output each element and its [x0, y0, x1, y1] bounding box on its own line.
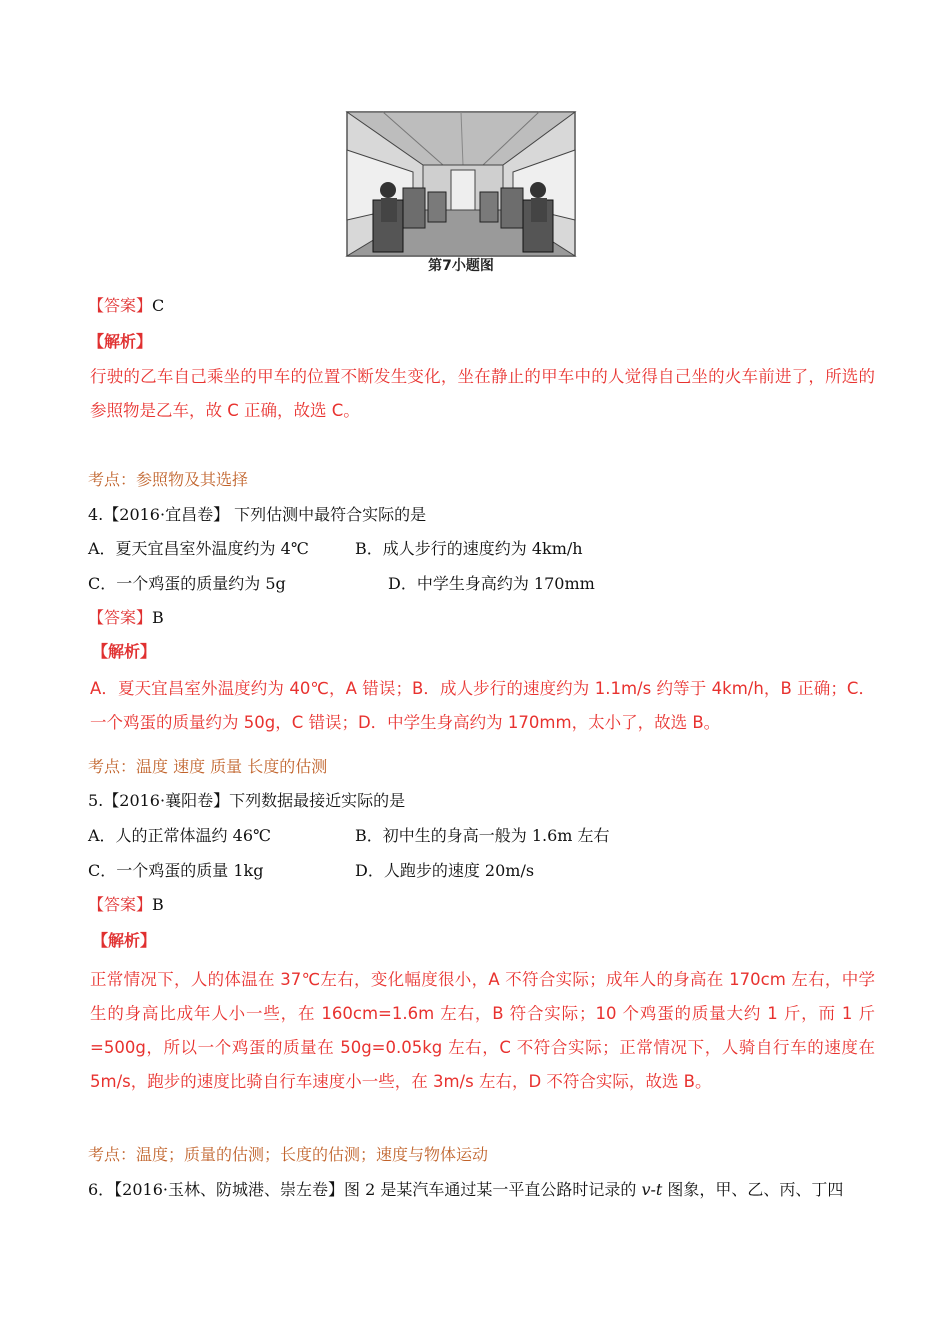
q6-stem-prefix: 6．【2016·玉林、防城港、崇左卷】图 2 是某汽车通过某一平直公路时记录的: [88, 1180, 642, 1199]
q4-option-a: A．夏天宜昌室外温度约为 4℃: [88, 539, 309, 558]
q5-stem: 5.【2016·襄阳卷】下列数据最接近实际的是: [88, 791, 406, 810]
q5-topic: 考点：温度；质量的估测；长度的估测；速度与物体运动: [88, 1145, 489, 1164]
q3-topic: 考点：参照物及其选择: [88, 470, 249, 489]
train-interior-figure: [343, 110, 579, 275]
answer-value: B: [152, 895, 164, 914]
q3-analysis-tag-line: [88, 332, 152, 352]
q5-answer-line: [88, 895, 164, 915]
q4-topic: 考点：温度 速度 质量 长度的估测: [88, 757, 328, 776]
train-interior-illustration: [343, 110, 579, 260]
answer-value: B: [152, 608, 164, 627]
q5-option-b: B．初中生的身高一般为 1.6m 左右: [355, 826, 610, 845]
figure-caption: 第7小题图: [428, 258, 494, 274]
q4-analysis-text: A．夏天宜昌室外温度约为 40℃，A 错误；B．成人步行的速度约为 1.1m/s 约等于 4km/h，B 正确；C．一个鸡蛋的质量约为 50g，C 错误；D．中学生身高约为 170mm，太小了，故选 B。: [90, 679, 875, 732]
q4-option-b: B．成人步行的速度约为 4km/h: [355, 539, 583, 558]
q5-option-a: A．人的正常体温约 46℃: [88, 826, 271, 845]
analysis-tag: 【解析】: [92, 931, 157, 950]
analysis-tag: 【解析】: [88, 332, 153, 351]
q6-stem-vt: v-t: [641, 1180, 663, 1199]
q4-analysis-tag-line: [92, 642, 156, 662]
q4-stem: 4.【2016·宜昌卷】 下列估测中最符合实际的是: [88, 505, 427, 524]
q6-stem-suffix: 图象，甲、乙、丙、丁四: [662, 1180, 844, 1199]
q4-option-c: C．一个鸡蛋的质量约为 5g: [88, 574, 286, 593]
q4-answer-line: [88, 608, 164, 628]
answer-tag: 【答案】: [88, 296, 153, 315]
q5-analysis-tag-line: [92, 931, 156, 951]
analysis-tag: 【解析】: [92, 642, 157, 661]
q3-answer-line: [88, 296, 164, 316]
answer-tag: 【答案】: [88, 608, 153, 627]
q4-option-d: D．中学生身高约为 170mm: [388, 574, 595, 593]
q3-analysis-text: 行驶的乙车自己乘坐的甲车的位置不断发生变化，坐在静止的甲车中的人觉得自己坐的火车前进了，所选的参照物是乙车，故 C 正确，故选 C。: [90, 367, 875, 420]
q5-option-d: D．人跑步的速度 20m/s: [355, 861, 535, 880]
answer-tag: 【答案】: [88, 895, 153, 914]
answer-value: C: [152, 296, 165, 315]
q6-stem: [88, 1180, 843, 1200]
q5-analysis-text: 正常情况下，人的体温在 37℃左右，变化幅度很小，A 不符合实际；成年人的身高在 170cm 左右，中学生的身高比成年人小一些，在 160cm=1.6m 左右，B 符合实际；10 个鸡蛋的质量大约 1 斤，而 1 斤=500g，所以一个鸡蛋的质量在 50g=0.05kg 左右，C 不符合实际；正常情况下，人骑自行车的速度在 5m/s，跑步的速度比骑自行车速度小一些，在 3m/s 左右，D 不符合实际，故选 B。: [90, 970, 875, 1091]
q5-option-c: C．一个鸡蛋的质量 1kg: [88, 861, 264, 880]
